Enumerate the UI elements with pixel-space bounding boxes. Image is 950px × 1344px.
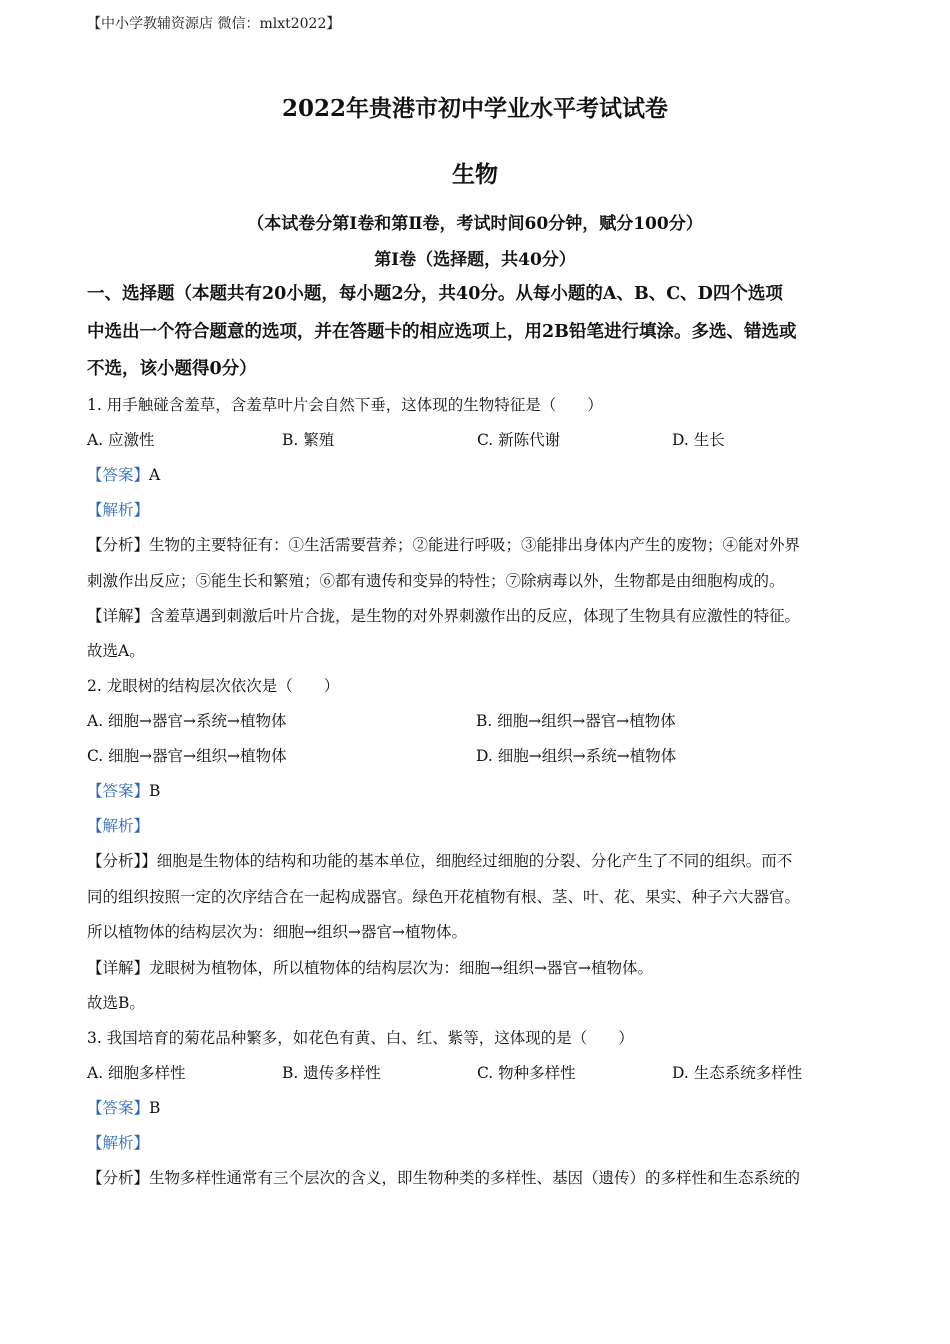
xiangjie-line: [87, 599, 867, 634]
xiangjie-text: 含羞草遇到刺激后叶片合拢，是生物的对外界刺激作出的反应，体现了生物具有应激性的特征。: [149, 607, 801, 625]
answer-tag: 【答案】: [87, 1098, 150, 1117]
option-c: C. 细胞→器官→组织→植物体: [87, 747, 287, 765]
exam-title: 2022年贵港市初中学业水平考试试卷: [281, 95, 668, 122]
section-line: 不选，该小题得0分）: [87, 359, 257, 379]
watermark-header: 【中小学教辅资源店 微信：mlxt2022】: [87, 16, 341, 32]
option-b: B. 细胞→组织→器官→植物体: [476, 712, 676, 730]
question-stem: 3. 我国培育的菊花品种繁多，如花色有黄、白、红、紫等，这体现的是（ ）: [87, 1028, 634, 1047]
xiangjie-tag: 【详解】: [87, 958, 150, 977]
analysis-tag: 【解析】: [87, 1133, 150, 1152]
option-d: D. 生态系统多样性: [672, 1063, 803, 1082]
answer-value: A: [149, 466, 161, 484]
question-stem: 1. 用手触碰含羞草，含羞草叶片会自然下垂，这体现的生物特征是（ ）: [87, 396, 603, 414]
option-b: B. 繁殖: [282, 431, 335, 449]
fenxi-line: [87, 528, 867, 564]
answer-value: B: [149, 782, 161, 800]
question-options: [87, 739, 867, 774]
answer-line: [87, 774, 867, 809]
subject-title: 生物: [452, 161, 498, 188]
answer-line: [87, 458, 867, 493]
analysis-tag: 【解析】: [87, 501, 150, 519]
answer-tag: 【答案】: [87, 782, 150, 800]
question-stem: 2. 龙眼树的结构层次依次是（ ）: [87, 677, 340, 695]
exam-note: （本试卷分第Ⅰ卷和第Ⅱ卷，考试时间60分钟，赋分100分）: [247, 214, 703, 234]
answer-tag: 【答案】: [87, 466, 150, 484]
xiangjie-line: [87, 951, 867, 986]
part-title: 第Ⅰ卷（选择题，共40分）: [374, 250, 576, 270]
option-a: A. 细胞→器官→系统→植物体: [87, 712, 287, 730]
option-c: C. 新陈代谢: [477, 431, 561, 449]
xiangjie-text: 龙眼树为植物体，所以植物体的结构层次为：细胞→组织→器官→植物体。: [149, 958, 653, 977]
option-d: D. 细胞→组织→系统→植物体: [476, 747, 677, 765]
fenxi-line: [87, 1161, 867, 1196]
fenxi-text: 细胞是生物体的结构和功能的基本单位，细胞经过细胞的分裂、分化产生了不同的组织。而不: [156, 852, 793, 870]
conclusion-line: 故选B。: [87, 993, 145, 1012]
question-options: [87, 423, 867, 458]
analysis-line: [87, 493, 867, 528]
answer-line: [87, 1091, 867, 1126]
answer-value: B: [149, 1098, 161, 1117]
question-options: [87, 704, 867, 739]
question-options: [87, 1056, 867, 1091]
analysis-tag: 【解析】: [87, 817, 150, 835]
option-d: D. 生长: [672, 431, 725, 449]
section-instructions: [87, 276, 867, 389]
option-b: B. 遗传多样性: [282, 1063, 381, 1082]
option-a: A. 应激性: [87, 431, 155, 449]
fenxi-line: 所以植物体的结构层次为：细胞→组织→器官→植物体。: [87, 923, 467, 941]
fenxi-tag: 【分析】: [87, 1168, 150, 1187]
xiangjie-tag: 【详解】: [87, 607, 150, 625]
option-a: A. 细胞多样性: [87, 1063, 186, 1082]
fenxi-line: 同的组织按照一定的次序结合在一起构成器官。绿色开花植物有根、茎、叶、花、果实、种子六大器官。: [87, 887, 801, 906]
fenxi-line: [87, 844, 867, 880]
section-line: 一、选择题（本题共有20小题，每小题2分，共40分。从每小题的A、B、C、D四个选项: [87, 284, 783, 304]
fenxi-text: 生物多样性通常有三个层次的含义，即生物种类的多样性、基因（遗传）的多样性和生态系统的: [149, 1168, 801, 1187]
analysis-line: [87, 1126, 867, 1161]
questions-body: [87, 388, 867, 1196]
fenxi-tag: 【分析】: [87, 536, 150, 554]
option-c: C. 物种多样性: [477, 1063, 576, 1082]
section-line: 中选出一个符合题意的选项，并在答题卡的相应选项上，用2B铅笔进行填涂。多选、错选或: [87, 321, 797, 342]
fenxi-line: 刺激作出反应；⑤能生长和繁殖；⑥都有遗传和变异的特性；⑦除病毒以外，生物都是由细胞构成的。: [87, 571, 785, 590]
fenxi-tag: 【分析】】: [87, 852, 157, 870]
conclusion-line: 故选A。: [87, 642, 145, 660]
fenxi-text: 生物的主要特征有：①生活需要营养；②能进行呼吸；③能排出身体内产生的废物；④能对外界: [149, 536, 801, 554]
analysis-line: [87, 809, 867, 844]
